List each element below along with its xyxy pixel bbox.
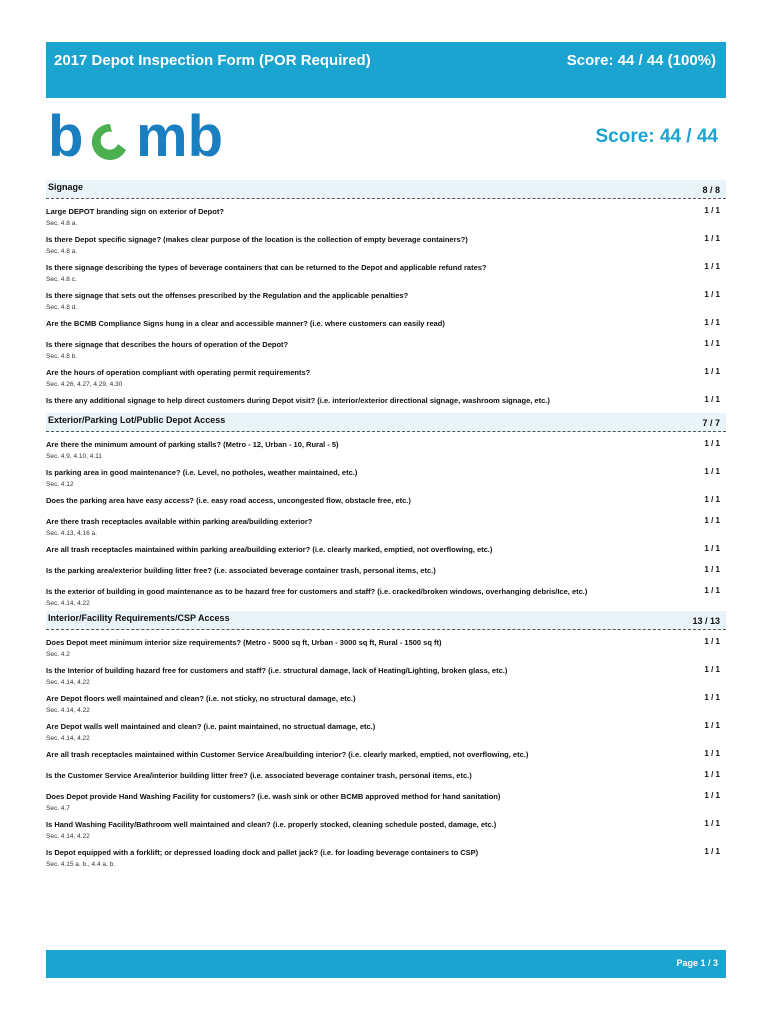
footer-bar	[46, 950, 726, 978]
question-score: 1 / 1	[704, 467, 720, 476]
question-text: Is there signage that describes the hours of operation of the Depot?	[46, 340, 289, 349]
section-reference: Sec. 4.13, 4.16 a.	[46, 530, 97, 537]
question-score: 1 / 1	[704, 847, 720, 856]
section-reference: Sec. 4.14, 4.22	[46, 707, 90, 714]
section-header	[46, 611, 726, 630]
section-reference: Sec. 4.8 c.	[46, 276, 77, 283]
header-bar	[46, 42, 726, 98]
section-title: Exterior/Parking Lot/Public Depot Access	[48, 415, 226, 425]
section-reference: Sec. 4.8 a.	[46, 248, 78, 255]
question-row	[46, 847, 726, 868]
question-row	[46, 318, 726, 332]
question-text: Is there signage that sets out the offenses prescribed by the Regulation and the applicable penalties?	[46, 291, 409, 300]
section-score: 7 / 7	[702, 418, 720, 428]
section-reference: Sec. 4.8 a.	[46, 220, 78, 227]
section-reference: Sec. 4.14, 4.22	[46, 735, 90, 742]
question-row	[46, 770, 726, 784]
question-row	[46, 467, 726, 488]
question-text: Is parking area in good maintenance? (i.e. Level, no potholes, weather maintained, etc.)	[46, 468, 358, 477]
question-text: Is the exterior of building in good maintenance as to be hazard free for customers and staff? (i.e. cracked/broken windows, overhanging debris/Ice, etc.)	[46, 587, 588, 596]
section-score: 8 / 8	[702, 185, 720, 195]
section-reference: Sec. 4.14, 4.22	[46, 600, 90, 607]
question-text: Are there trash receptacles available within parking area/building exterior?	[46, 517, 313, 526]
question-text: Is Depot equipped with a forklift; or depressed loading dock and pallet jack? (i.e. for loading beverage containers to CSP)	[46, 848, 479, 857]
question-score: 1 / 1	[704, 395, 720, 404]
question-row	[46, 339, 726, 360]
question-score: 1 / 1	[704, 791, 720, 800]
question-text: Is there signage describing the types of beverage containers that can be returned to the Depot and applicable refund rates?	[46, 263, 487, 272]
question-row	[46, 367, 726, 388]
question-score: 1 / 1	[704, 637, 720, 646]
question-row	[46, 495, 726, 509]
section-header	[46, 180, 726, 199]
question-row	[46, 206, 726, 227]
question-row	[46, 544, 726, 558]
question-text: Is the parking area/exterior building litter free? (i.e. associated beverage container trash, personal items, etc.)	[46, 566, 436, 575]
question-score: 1 / 1	[704, 770, 720, 779]
question-text: Are there the minimum amount of parking stalls? (Metro - 12, Urban - 10, Rural - 5)	[46, 440, 339, 449]
question-text: Are Depot floors well maintained and clean? (i.e. not sticky, no structural damage, etc.)	[46, 694, 356, 703]
question-text: Does Depot provide Hand Washing Facility for customers? (i.e. wash sink or other BCMB approved method for hand sanitation)	[46, 792, 501, 801]
question-row	[46, 665, 726, 686]
question-text: Is the Interior of building hazard free for customers and staff? (i.e. structural damage, lack of Heating/Lighting, broken glass, etc.)	[46, 666, 508, 675]
question-score: 1 / 1	[704, 565, 720, 574]
question-score: 1 / 1	[704, 516, 720, 525]
question-text: Are Depot walls well maintained and clean? (i.e. paint maintained, no structual damage, etc.)	[46, 722, 376, 731]
question-row	[46, 586, 726, 607]
question-score: 1 / 1	[704, 439, 720, 448]
section-reference: Sec. 4.14, 4.22	[46, 833, 90, 840]
svg-text:b: b	[48, 106, 84, 166]
section-reference: Sec. 4.8 d.	[46, 304, 78, 311]
question-row	[46, 749, 726, 763]
question-row	[46, 721, 726, 742]
bcmb-logo	[48, 106, 238, 166]
question-text: Is the Customer Service Area/interior building litter free? (i.e. associated beverage container trash, personal items, etc.)	[46, 771, 472, 780]
header-score: Score: 44 / 44 (100%)	[566, 52, 716, 69]
section-reference: Sec. 4.14, 4.22	[46, 679, 90, 686]
question-score: 1 / 1	[704, 819, 720, 828]
question-text: Does Depot meet minimum interior size requirements? (Metro - 5000 sq ft, Urban - 3000 sq ft, Rural - 1500 sq ft)	[46, 638, 442, 647]
question-score: 1 / 1	[704, 339, 720, 348]
section-score: 13 / 13	[692, 616, 720, 626]
summary-score: Score: 44 / 44	[595, 126, 718, 147]
question-row	[46, 516, 726, 537]
question-text: Is there any additional signage to help direct customers during Depot visit? (i.e. interior/exterior directional signage, washroom signage, etc.)	[46, 396, 550, 405]
question-text: Large DEPOT branding sign on exterior of Depot?	[46, 207, 224, 216]
question-score: 1 / 1	[704, 206, 720, 215]
section-reference: Sec. 4.8 b.	[46, 353, 78, 360]
section-reference: Sec. 4.7	[46, 805, 70, 812]
question-score: 1 / 1	[704, 544, 720, 553]
section-title: Signage	[48, 182, 84, 192]
question-score: 1 / 1	[704, 665, 720, 674]
question-text: Are the hours of operation compliant with operating permit requirements?	[46, 368, 311, 377]
question-score: 1 / 1	[704, 290, 720, 299]
question-text: Is there Depot specific signage? (makes clear purpose of the location is the collection of empty beverage containers?)	[46, 235, 468, 244]
inspection-content	[46, 176, 726, 868]
section-reference: Sec. 4.12	[46, 481, 74, 488]
question-row	[46, 565, 726, 579]
page-number: Page 1 / 3	[676, 958, 718, 968]
question-row	[46, 234, 726, 255]
question-score: 1 / 1	[704, 318, 720, 327]
section-reference: Sec. 4.26, 4.27, 4.29, 4.30	[46, 381, 123, 388]
question-row	[46, 395, 726, 409]
question-row	[46, 693, 726, 714]
question-row	[46, 290, 726, 311]
svg-text:mb: mb	[136, 106, 223, 166]
question-score: 1 / 1	[704, 749, 720, 758]
question-score: 1 / 1	[704, 495, 720, 504]
question-row	[46, 791, 726, 812]
section-reference: Sec. 4.9, 4.10, 4.11	[46, 453, 102, 460]
section-header	[46, 413, 726, 432]
question-text: Are all trash receptacles maintained within Customer Service Area/building interior? (i.e. clearly marked, emptied, not overflowing, etc.)	[46, 750, 529, 759]
section-title: Interior/Facility Requirements/CSP Access	[48, 613, 230, 623]
question-score: 1 / 1	[704, 721, 720, 730]
section-reference: Sec. 4.15 a. b., 4.4 a. b.	[46, 861, 116, 868]
section-reference: Sec. 4.2	[46, 651, 70, 658]
question-text: Are all trash receptacles maintained within parking area/building exterior? (i.e. clearly marked, emptied, not overflowing, etc.)	[46, 545, 493, 554]
question-row	[46, 439, 726, 460]
question-row	[46, 262, 726, 283]
question-text: Does the parking area have easy access? (i.e. easy road access, uncongested flow, obstacle free, etc.)	[46, 496, 411, 505]
question-score: 1 / 1	[704, 234, 720, 243]
question-score: 1 / 1	[704, 586, 720, 595]
question-row	[46, 819, 726, 840]
question-text: Is Hand Washing Facility/Bathroom well maintained and clean? (i.e. properly stocked, cleaning schedule posted, damage, etc.)	[46, 820, 497, 829]
question-text: Are the BCMB Compliance Signs hung in a clear and accessible manner? (i.e. where customers can easily read)	[46, 319, 445, 328]
question-score: 1 / 1	[704, 693, 720, 702]
question-score: 1 / 1	[704, 262, 720, 271]
question-score: 1 / 1	[704, 367, 720, 376]
form-title: 2017 Depot Inspection Form (POR Required)	[54, 52, 371, 69]
question-row	[46, 637, 726, 658]
